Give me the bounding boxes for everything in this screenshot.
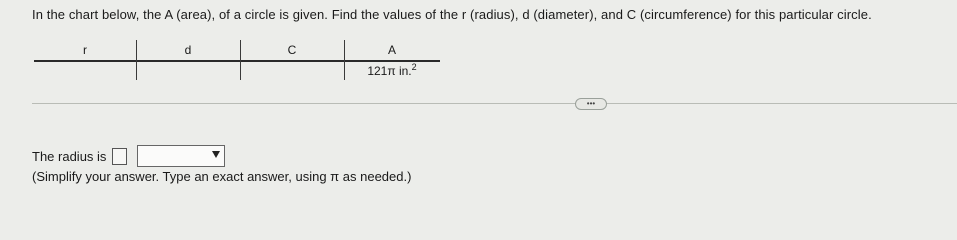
column-divider: [136, 40, 137, 80]
header-a: A: [387, 43, 396, 57]
cell-r: [34, 62, 136, 80]
cell-c: [240, 62, 344, 80]
answer-prompt: The radius is: [32, 148, 107, 164]
header-r: r: [83, 43, 87, 57]
table-data-row: [34, 62, 440, 80]
column-divider: [344, 40, 345, 80]
column-divider: [240, 40, 241, 80]
table-header-row: [34, 40, 440, 62]
dropdown-arrow-icon: [212, 151, 220, 158]
answer-line: [32, 145, 225, 167]
header-d: d: [184, 43, 192, 57]
answer-hint: (Simplify your answer. Type an exact answer, using π as needed.): [32, 169, 412, 184]
unit-dropdown[interactable]: [137, 145, 225, 167]
cell-a: [344, 62, 440, 80]
radius-answer-input[interactable]: [112, 148, 127, 165]
section-divider: [32, 103, 957, 104]
circle-values-table: [34, 40, 440, 80]
cell-d: [136, 62, 240, 80]
area-value: 121π in.: [367, 64, 412, 78]
question-text: In the chart below, the A (area), of a circle is given. Find the values of the r (radius), d (diameter), and C (circumference) for this particular circle.: [32, 7, 872, 22]
area-exponent: 2: [411, 62, 417, 72]
header-c: C: [287, 43, 297, 57]
expand-more-button[interactable]: •••: [575, 98, 607, 110]
